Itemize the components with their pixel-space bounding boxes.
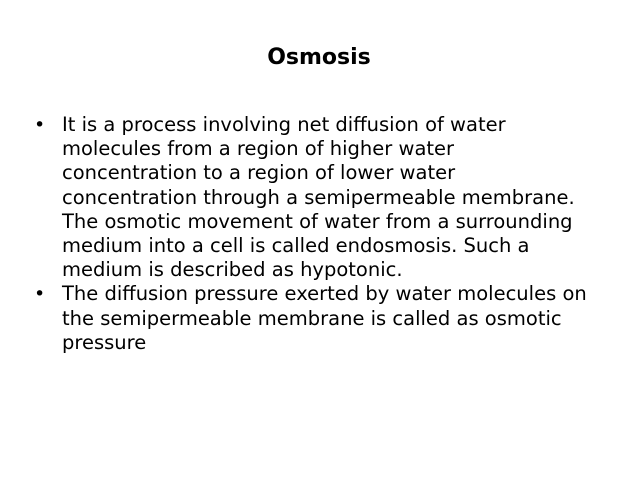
bullet-item (34, 282, 594, 355)
bullet-list (34, 113, 594, 355)
slide-title: Osmosis (267, 45, 371, 70)
bullet-text: It is a process involving net diffusion of water molecules from a region of higher water concentration to a region of lower water concentration through a semipermeable membrane. The osmotic movement of water from a surrounding medium into a cell is called endosmosis. Such a medium is described as hypotonic. (62, 113, 575, 282)
bullet-item (34, 113, 594, 282)
bullet-icon: • (34, 114, 46, 136)
bullet-icon: • (34, 283, 46, 306)
bullet-text: The diffusion pressure exerted by water molecules on the semipermeable membrane is called as osmotic pressure (62, 282, 587, 354)
